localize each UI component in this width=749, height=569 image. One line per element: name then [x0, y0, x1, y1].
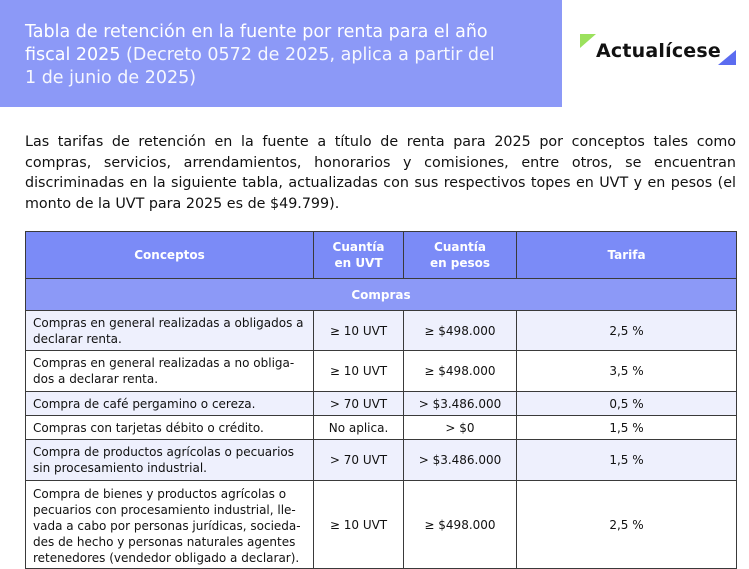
triangle-mark-icon [718, 50, 736, 65]
row-pesos: > $0 [404, 416, 517, 440]
table-row [26, 416, 737, 440]
row-uvt: > 70 UVT [314, 392, 404, 416]
table-row [26, 392, 737, 416]
row-uvt: ≥ 10 UVT [314, 481, 404, 569]
row-rate: 1,5 % [517, 440, 737, 481]
row-concept: Compras con tarjetas débito o crédito. [26, 416, 314, 440]
header-pesos-line2: en pesos [429, 256, 491, 270]
row-pesos: ≥ $498.000 [404, 311, 517, 351]
triangle-mark-icon [580, 34, 596, 48]
row-pesos: > $3.486.000 [404, 392, 517, 416]
section-label: Compras [26, 279, 737, 311]
page-title [25, 21, 495, 90]
section-row [26, 279, 737, 311]
row-concept: Compras en general realizadas a no obliga-dos a declarar renta. [26, 351, 314, 392]
table-row [26, 481, 737, 569]
header-pesos-line1: Cuantía [434, 240, 486, 254]
row-uvt: > 70 UVT [314, 440, 404, 481]
row-uvt: ≥ 10 UVT [314, 311, 404, 351]
table-row [26, 311, 737, 351]
row-concept: Compra de productos agrícolas o pecuarios sin procesamiento industrial. [26, 440, 314, 481]
header-rate: Tarifa [517, 232, 737, 279]
row-concept: Compra de bienes y productos agrícolas o pecuarios con procesamiento industrial, lle-vada a cabo por personas jurídicas, socieda-des de hecho y personas naturales agentes retenedores (vendedor obligado a declarar). [26, 481, 314, 569]
row-rate: 0,5 % [517, 392, 737, 416]
intro-paragraph: Las tarifas de retención en la fuente a título de renta para 2025 por conceptos tales como compras, servicios, arrendamientos, honorarios y comisiones, entre otros, se encuentran discriminadas en la siguiente tabla, actualizadas con sus respectivos topes en UVT y en pesos (el monto de la UVT para 2025 es de $49.799). [25, 134, 736, 212]
row-pesos: > $3.486.000 [404, 440, 517, 481]
row-rate: 2,5 % [517, 311, 737, 351]
row-rate: 2,5 % [517, 481, 737, 569]
header-banner [0, 0, 562, 107]
title-main: Tabla de retención en la fuente por renta para el año fiscal 2025 [25, 22, 488, 65]
header-concept: Conceptos [26, 232, 314, 279]
table-row [26, 440, 737, 481]
header-uvt [314, 232, 404, 279]
table-row [26, 351, 737, 392]
row-rate: 1,5 % [517, 416, 737, 440]
row-uvt: ≥ 10 UVT [314, 351, 404, 392]
header-uvt-line1: Cuantía [332, 240, 385, 254]
title-subtitle: (Decreto 0572 de 2025, aplica a partir del 1 de junio de 2025) [25, 45, 495, 88]
row-concept: Compras en general realizadas a obligados a declarar renta. [26, 311, 314, 351]
row-rate: 3,5 % [517, 351, 737, 392]
row-pesos: ≥ $498.000 [404, 481, 517, 569]
brand-logo[interactable] [580, 34, 740, 66]
row-uvt: No aplica. [314, 416, 404, 440]
row-concept: Compra de café pergamino o cereza. [26, 392, 314, 416]
header-pesos [404, 232, 517, 279]
row-pesos: ≥ $498.000 [404, 351, 517, 392]
header-uvt-line2: en UVT [334, 256, 383, 270]
logo-text: Actualícese [596, 40, 721, 62]
table-header-row [26, 232, 737, 279]
retention-table [25, 231, 737, 569]
